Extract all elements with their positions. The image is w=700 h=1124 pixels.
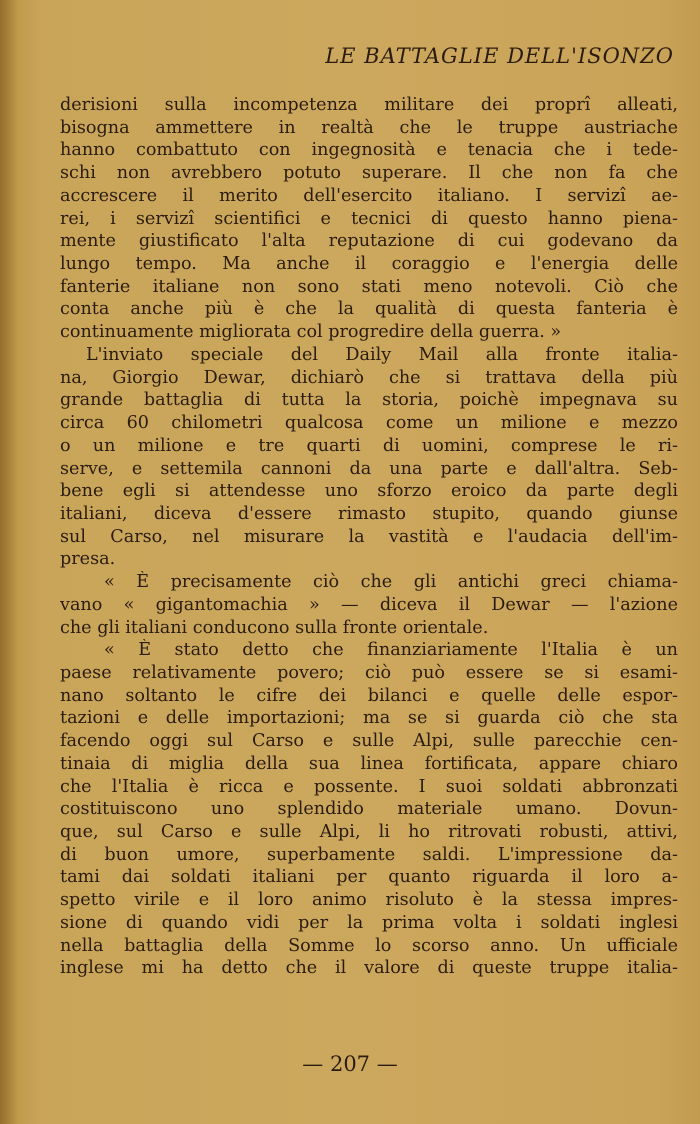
- text-line: paese relativamente povero; ciò può essere se si esami-: [60, 662, 678, 683]
- text-line: rei, i servizî scientifici e tecnici di questo hanno piena-: [60, 208, 678, 229]
- text-line: italiani, diceva d'essere rimasto stupito, quando giunse: [60, 503, 678, 524]
- text-line: serve, e settemila cannoni da una parte e dall'altra. Seb-: [60, 458, 678, 479]
- text-line: spetto virile e il loro animo risoluto è la stessa impres-: [60, 890, 678, 911]
- text-line: di buon umore, superbamente saldi. L'impressione da-: [60, 844, 678, 865]
- text-line: presa.: [60, 549, 116, 570]
- text-line: facendo oggi sul Carso e sulle Alpi, sulle parecchie cen-: [60, 731, 678, 752]
- text-line: fanterie italiane non sono stati meno notevoli. Ciò che: [60, 276, 678, 297]
- text-line: costituiscono uno splendido materiale umano. Dovun-: [60, 799, 678, 820]
- text-line: mente giustificato l'alta reputazione di cui godevano da: [60, 231, 678, 252]
- text-line: che l'Italia è ricca e possente. I suoi soldati abbronzati: [60, 776, 678, 797]
- text-line: na, Giorgio Dewar, dichiarò che si trattava della più: [60, 367, 678, 388]
- text-line: lungo tempo. Ma anche il coraggio e l'energia delle: [60, 254, 678, 275]
- text-line: que, sul Carso e sulle Alpi, li ho ritrovati robusti, attivi,: [60, 822, 678, 842]
- page-edge-shadow: [0, 0, 18, 1124]
- text-line: L'inviato speciale del Daily Mail alla fronte italia-: [86, 344, 678, 365]
- text-line: conta anche più è che la qualità di questa fanteria è: [60, 299, 678, 320]
- page-number: — 207 —: [302, 1052, 398, 1076]
- text-line: nano soltanto le cifre dei bilanci e quelle delle espor-: [60, 685, 678, 706]
- text-line: circa 60 chilometri qualcosa come un milione e mezzo: [60, 413, 678, 434]
- text-line: hanno combattuto con ingegnosità e tenacia che i tede-: [60, 140, 678, 161]
- text-line: bisogna ammettere in realtà che le truppe austriache: [60, 117, 678, 138]
- text-line: derisioni sulla incompetenza militare dei proprî alleati,: [60, 95, 678, 115]
- text-line: « È precisamente ciò che gli antichi greci chiama-: [104, 572, 678, 593]
- text-line: tazioni e delle importazioni; ma se si guarda ciò che sta: [60, 708, 678, 729]
- text-line: schi non avrebbero potuto superare. Il che non fa che: [60, 163, 678, 184]
- text-line: inglese mi ha detto che il valore di queste truppe italia-: [60, 958, 678, 979]
- text-line: bene egli si attendesse uno sforzo eroico da parte degli: [60, 481, 678, 502]
- text-line: tami dai soldati italiani per quanto riguarda il loro a-: [60, 867, 678, 888]
- text-line: accrescere il merito dell'esercito italiano. I servizî ae-: [60, 185, 678, 206]
- text-line: « È stato detto che finanziariamente l'Italia è un: [104, 640, 678, 661]
- text-line: tinaia di miglia della sua linea fortificata, appare chiaro: [60, 753, 678, 774]
- running-head: LE BATTAGLIE DELL'ISONZO: [325, 44, 674, 68]
- text-line: sione di quando vidi per la prima volta i soldati inglesi: [60, 912, 678, 933]
- text-line: continuamente migliorata col progredire della guerra. »: [60, 322, 562, 343]
- body-text: [60, 94, 678, 980]
- text-line: o un milione e tre quarti di uomini, comprese le ri-: [60, 435, 678, 456]
- text-line: nella battaglia della Somme lo scorso anno. Un ufficiale: [60, 935, 678, 956]
- text-line: che gli italiani conducono sulla fronte orientale.: [60, 617, 489, 638]
- text-line: sul Carso, nel misurare la vastità e l'audacia dell'im-: [60, 526, 678, 547]
- text-line: vano « gigantomachia » — diceva il Dewar — l'azione: [60, 594, 678, 615]
- text-line: grande battaglia di tutta la storia, poichè impegnava su: [60, 390, 678, 411]
